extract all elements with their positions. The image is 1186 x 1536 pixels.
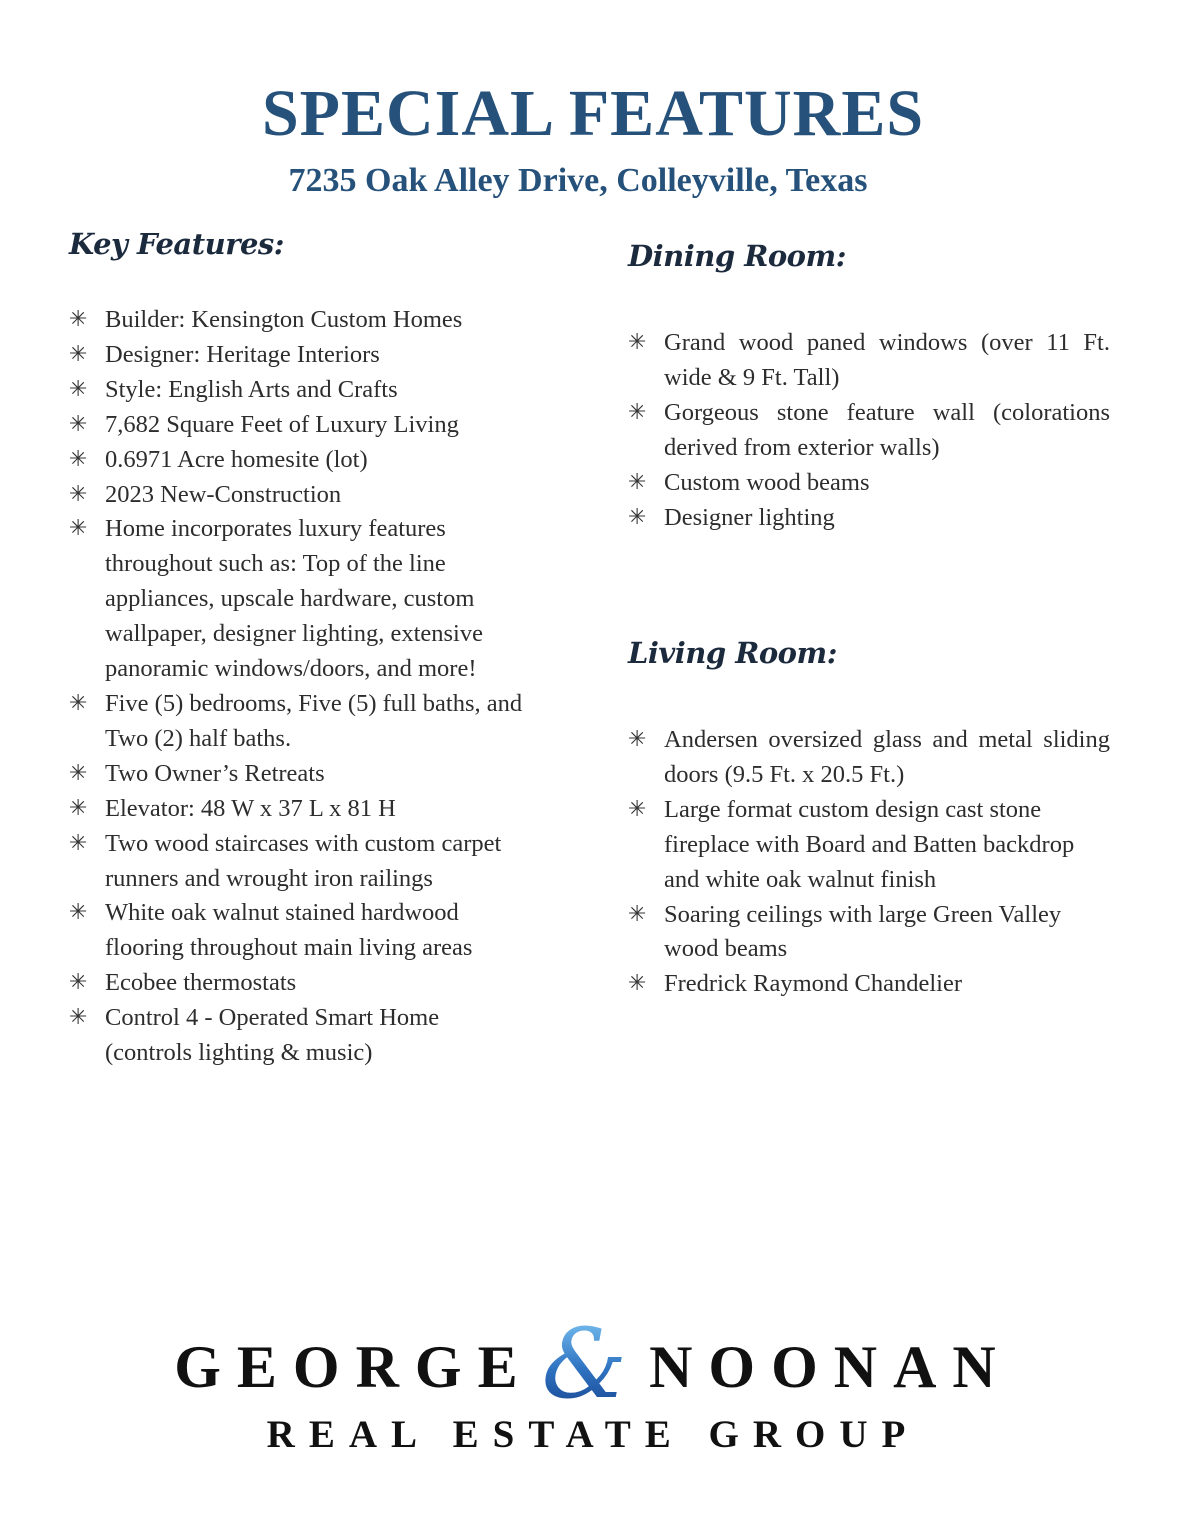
asterisk-bullet-icon: ✳ bbox=[628, 504, 647, 530]
asterisk-bullet-icon: ✳ bbox=[69, 795, 88, 821]
list-item: ✳ 2023 New-Construction bbox=[69, 478, 569, 513]
list-item: ✳ Gorgeous stone feature wall (colorations derived from exterior walls) bbox=[628, 396, 1110, 466]
list-item: ✳ Grand wood paned windows (over 11 Ft. wide & 9 Ft. Tall) bbox=[628, 326, 1110, 396]
list-item: ✳ Elevator: 48 W x 37 L x 81 H bbox=[69, 792, 569, 827]
living-room-heading: Living Room: bbox=[628, 636, 837, 670]
asterisk-bullet-icon: ✳ bbox=[69, 307, 88, 332]
list-item: ✳ 7,682 Square Feet of Luxury Living bbox=[69, 408, 569, 443]
company-logo bbox=[0, 1308, 1186, 1420]
dining-room-heading: Dining Room: bbox=[628, 239, 846, 273]
list-item: ✳ Soaring ceilings with large Green Valley wood beams bbox=[628, 898, 1110, 968]
asterisk-bullet-icon: ✳ bbox=[69, 411, 88, 437]
asterisk-bullet-icon: ✳ bbox=[628, 901, 647, 927]
list-item: ✳ Fredrick Raymond Chandelier bbox=[628, 967, 1110, 1002]
list-item: ✳ 0.6971 Acre homesite (lot) bbox=[69, 443, 569, 478]
list-item: ✳ Custom wood beams bbox=[628, 466, 1110, 501]
asterisk-bullet-icon: ✳ bbox=[69, 516, 88, 542]
list-item: ✳ Ecobee thermostats bbox=[69, 966, 569, 1001]
asterisk-bullet-icon: ✳ bbox=[628, 727, 647, 752]
asterisk-bullet-icon: ✳ bbox=[69, 376, 88, 402]
list-item: ✳ Home incorporates luxury features throughout such as: Top of the line appliances, upscale hardware, custom wallpaper, designer lighting, extensive panoramic windows/doors, and more! bbox=[69, 512, 569, 687]
list-item: ✳ Andersen oversized glass and metal sliding doors (9.5 Ft. x 20.5 Ft.) bbox=[628, 723, 1110, 793]
page-title: SPECIAL FEATURES bbox=[261, 77, 925, 150]
asterisk-bullet-icon: ✳ bbox=[628, 469, 647, 495]
asterisk-bullet-icon: ✳ bbox=[69, 760, 88, 786]
key-features-heading: Key Features: bbox=[69, 227, 284, 261]
asterisk-bullet-icon: ✳ bbox=[69, 341, 88, 367]
asterisk-bullet-icon: ✳ bbox=[69, 481, 88, 507]
list-item: ✳ Control 4 - Operated Smart Home (controls lighting & music) bbox=[69, 1001, 569, 1071]
list-item: ✳ Style: English Arts and Crafts bbox=[69, 373, 569, 408]
asterisk-bullet-icon: ✳ bbox=[69, 900, 88, 926]
logo-name-right: NOONAN bbox=[649, 1334, 1012, 1400]
list-item: ✳ Five (5) bedrooms, Five (5) full baths, and Two (2) half baths. bbox=[69, 687, 569, 757]
asterisk-bullet-icon: ✳ bbox=[69, 446, 88, 472]
asterisk-bullet-icon: ✳ bbox=[628, 399, 647, 425]
asterisk-bullet-icon: ✳ bbox=[69, 1005, 88, 1031]
logo-name-left: GEORGE bbox=[174, 1334, 534, 1400]
asterisk-bullet-icon: ✳ bbox=[69, 830, 88, 856]
list-item: ✳ Builder: Kensington Custom Homes bbox=[69, 303, 569, 338]
list-item: ✳ White oak walnut stained hardwood flooring throughout main living areas bbox=[69, 896, 569, 966]
key-features-list bbox=[69, 303, 569, 1071]
list-item: ✳ Large format custom design cast stone fireplace with Board and Batten backdrop and white oak walnut finish bbox=[628, 793, 1110, 898]
list-item: ✳ Designer lighting bbox=[628, 501, 1110, 536]
list-item: ✳ Two Owner’s Retreats bbox=[69, 757, 569, 792]
logo-subtitle: REAL ESTATE GROUP bbox=[266, 1413, 920, 1456]
asterisk-bullet-icon: ✳ bbox=[628, 330, 647, 355]
property-address: 7235 Oak Alley Drive, Colleyville, Texas bbox=[288, 162, 868, 199]
asterisk-bullet-icon: ✳ bbox=[628, 971, 647, 997]
logo-ampersand: & bbox=[541, 1308, 628, 1420]
dining-room-list bbox=[628, 326, 1110, 535]
asterisk-bullet-icon: ✳ bbox=[69, 970, 88, 996]
living-room-list bbox=[628, 723, 1110, 1002]
asterisk-bullet-icon: ✳ bbox=[69, 690, 88, 716]
list-item: ✳ Two wood staircases with custom carpet runners and wrought iron railings bbox=[69, 827, 569, 897]
asterisk-bullet-icon: ✳ bbox=[628, 796, 647, 822]
list-item: ✳ Designer: Heritage Interiors bbox=[69, 338, 569, 373]
